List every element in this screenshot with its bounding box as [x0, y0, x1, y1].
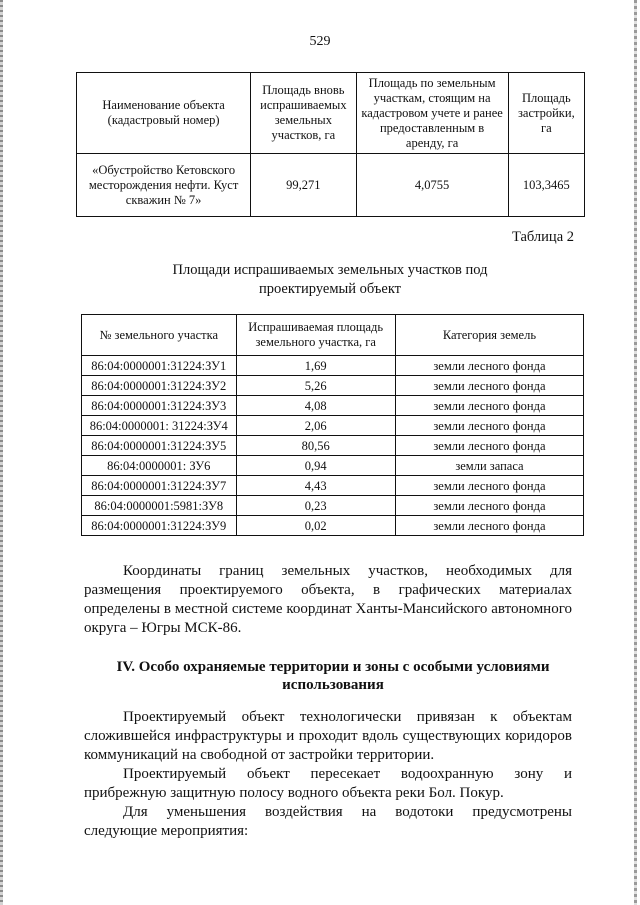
- cell-land-category: земли лесного фонда: [395, 396, 583, 416]
- cell-plot-number: 86:04:0000001:31224:ЗУ3: [82, 396, 237, 416]
- cell-plot-area: 5,26: [236, 376, 395, 396]
- cell-cadastral-area: 4,0755: [356, 154, 508, 217]
- header-plot-number: № земельного участка: [82, 315, 237, 356]
- header-object-name: Наименование объекта (кадастровый номер): [77, 73, 251, 154]
- cell-plot-number: 86:04:0000001:5981:ЗУ8: [82, 496, 237, 516]
- cell-land-category: земли лесного фонда: [395, 416, 583, 436]
- table-row: [82, 416, 584, 436]
- cell-land-category: земли лесного фонда: [395, 516, 583, 536]
- cell-land-category: земли запаса: [395, 456, 583, 476]
- table-caption: Площади испрашиваемых земельных участков под проектируемый объект: [172, 262, 488, 297]
- cell-new-area: 99,271: [251, 154, 356, 217]
- cell-land-category: земли лесного фонда: [395, 356, 583, 376]
- header-built-area: Площадь застройки, га: [508, 73, 584, 154]
- table-row: [82, 476, 584, 496]
- cell-plot-number: 86:04:0000001:31224:ЗУ5: [82, 436, 237, 456]
- header-land-category: Категория земель: [395, 315, 583, 356]
- cell-land-category: земли лесного фонда: [395, 376, 583, 396]
- table-row: [77, 154, 585, 217]
- section-paragraph-3: Для уменьшения воздействия на водотоки предусмотрены следующие мероприятия:: [84, 804, 572, 839]
- coordinates-paragraph: Координаты границ земельных участков, необходимых для размещения проектируемого объекта, в графических материалах определены в местной системе координат Ханты-Мансийского автономного округа – Югры МСК-86.: [84, 563, 572, 636]
- cell-plot-area: 0,02: [236, 516, 395, 536]
- cell-plot-number: 86:04:0000001:31224:ЗУ1: [82, 356, 237, 376]
- cell-land-category: земли лесного фонда: [395, 476, 583, 496]
- cell-plot-number: 86:04:0000001:31224:ЗУ7: [82, 476, 237, 496]
- cell-plot-area: 80,56: [236, 436, 395, 456]
- cell-land-category: земли лесного фонда: [395, 496, 583, 516]
- cell-plot-area: 1,69: [236, 356, 395, 376]
- cell-land-category: земли лесного фонда: [395, 436, 583, 456]
- page-edge-left: [0, 0, 3, 905]
- cell-plot-number: 86:04:0000001: ЗУ6: [82, 456, 237, 476]
- cell-plot-number: 86:04:0000001:31224:ЗУ9: [82, 516, 237, 536]
- cell-plot-area: 0,94: [236, 456, 395, 476]
- cell-plot-area: 4,43: [236, 476, 395, 496]
- section-heading: IV. Особо охраняемые территории и зоны с особыми условиями использования: [116, 659, 550, 693]
- table-label: Таблица 2: [511, 229, 574, 245]
- cell-plot-area: 2,06: [236, 416, 395, 436]
- table-row: [82, 496, 584, 516]
- table-row: [82, 396, 584, 416]
- table-header-row: [77, 73, 585, 154]
- header-plot-area: Испрашиваемая площадь земельного участка, га: [236, 315, 395, 356]
- table-row: [82, 356, 584, 376]
- section-paragraph-1: Проектируемый объект технологически привязан к объектам сложившейся инфраструктуры и проходит вдоль существующих коридоров коммуникаций на свободной от застройки территории.: [84, 709, 572, 763]
- table-row: [82, 516, 584, 536]
- cell-plot-number: 86:04:0000001: 31224:ЗУ4: [82, 416, 237, 436]
- page-number: 529: [309, 34, 331, 49]
- header-new-area: Площадь вновь испрашиваемых земельных участков, га: [251, 73, 356, 154]
- cell-plot-number: 86:04:0000001:31224:ЗУ2: [82, 376, 237, 396]
- land-area-summary-table: [76, 72, 585, 217]
- cell-plot-area: 0,23: [236, 496, 395, 516]
- table-row: [82, 376, 584, 396]
- cell-built-area: 103,3465: [508, 154, 584, 217]
- table-row: [82, 456, 584, 476]
- section-paragraph-2: Проектируемый объект пересекает водоохранную зону и прибрежную защитную полосу водного объекта реки Бол. Покур.: [84, 766, 572, 801]
- cell-plot-area: 4,08: [236, 396, 395, 416]
- land-plots-table: [81, 314, 584, 536]
- table-row: [82, 436, 584, 456]
- header-cadastral-area: Площадь по земельным участкам, стоящим на кадастровом учете и ранее предоставленным в аренду, га: [356, 73, 508, 154]
- cell-object-name: «Обустройство Кетовского месторождения нефти. Куст скважин № 7»: [77, 154, 251, 217]
- page-edge-right: [634, 0, 637, 905]
- table-header-row: [82, 315, 584, 356]
